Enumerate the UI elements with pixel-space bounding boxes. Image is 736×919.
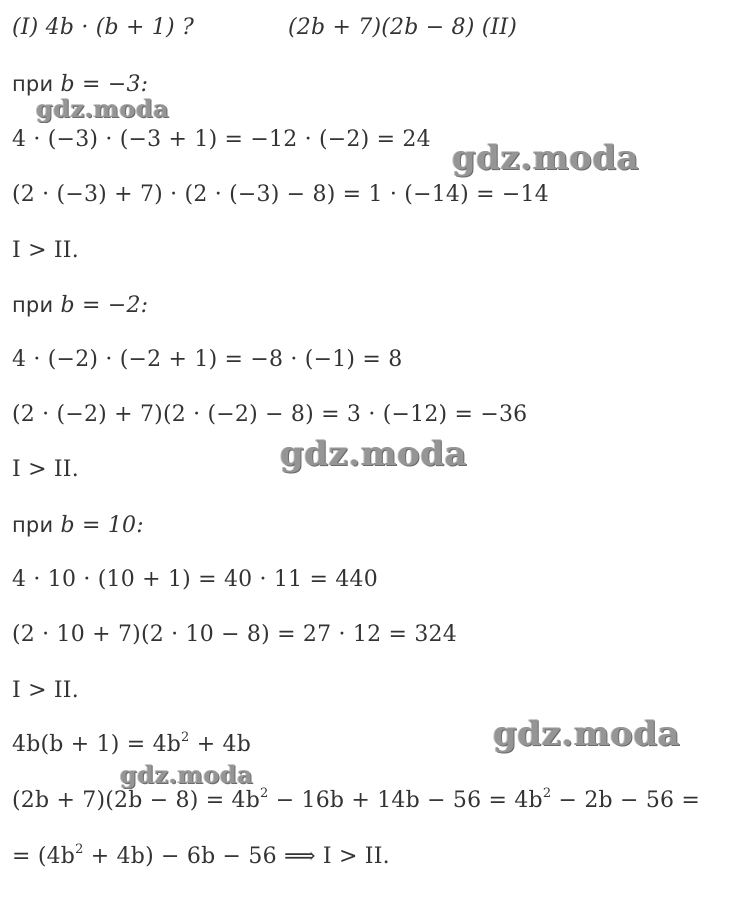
line-conclusion-2: I > II.	[12, 457, 79, 482]
watermark: gdz.moda	[280, 434, 468, 474]
expression-two: (2b + 7)(2b − 8) (II)	[288, 15, 518, 40]
watermark: gdz.moda	[36, 94, 170, 123]
word-pri: при	[12, 293, 54, 317]
exponent: 2	[260, 786, 269, 801]
watermark: gdz.moda	[120, 760, 254, 789]
case-value: b = −2:	[60, 293, 149, 318]
line-conclusion-3: I > II.	[12, 678, 79, 703]
expand-2-part-b: − 16b + 14b − 56 = 4b	[268, 788, 543, 813]
word-pri: при	[12, 72, 54, 96]
line-conclusion-1: I > II.	[12, 238, 79, 263]
exponent: 2	[75, 842, 84, 857]
line-calc-4: (2 · (−2) + 7)(2 · (−2) − 8) = 3 · (−12) = −36	[12, 402, 528, 427]
line-expand-2	[12, 787, 700, 815]
expand-2-part-c: − 2b − 56 =	[551, 788, 701, 813]
line-case-b-minus-2	[12, 291, 148, 320]
exponent: 2	[181, 730, 190, 745]
line-calc-6: (2 · 10 + 7)(2 · 10 − 8) = 27 · 12 = 324	[12, 622, 457, 647]
watermark: gdz.moda	[452, 138, 640, 178]
expression-one: (I) 4b · (b + 1) ?	[12, 15, 194, 40]
line-calc-2: (2 · (−3) + 7) · (2 · (−3) − 8) = 1 · (−14) = −14	[12, 182, 549, 207]
line-final	[12, 843, 390, 871]
line-calc-1: 4 · (−3) · (−3 + 1) = −12 · (−2) = 24	[12, 127, 431, 152]
final-part-a: = (4b	[12, 844, 76, 869]
line-compare-expressions	[12, 14, 518, 42]
watermark: gdz.moda	[493, 714, 681, 754]
final-part-b: + 4b) − 6b − 56 ⟹ I > II.	[83, 844, 390, 869]
case-value: b = −3:	[60, 72, 149, 97]
exponent: 2	[542, 786, 552, 801]
line-calc-3: 4 · (−2) · (−2 + 1) = −8 · (−1) = 8	[12, 347, 403, 372]
line-expand-1	[12, 731, 251, 759]
expand-1-part-b: + 4b	[189, 732, 252, 757]
line-case-b-10	[12, 511, 144, 540]
line-calc-5: 4 · 10 · (10 + 1) = 40 · 11 = 440	[12, 567, 378, 592]
expand-2-part-a: (2b + 7)(2b − 8) = 4b	[12, 788, 261, 813]
case-value: b = 10:	[60, 513, 144, 538]
expand-1-part-a: 4b(b + 1) = 4b	[12, 732, 182, 757]
word-pri: при	[12, 513, 54, 537]
